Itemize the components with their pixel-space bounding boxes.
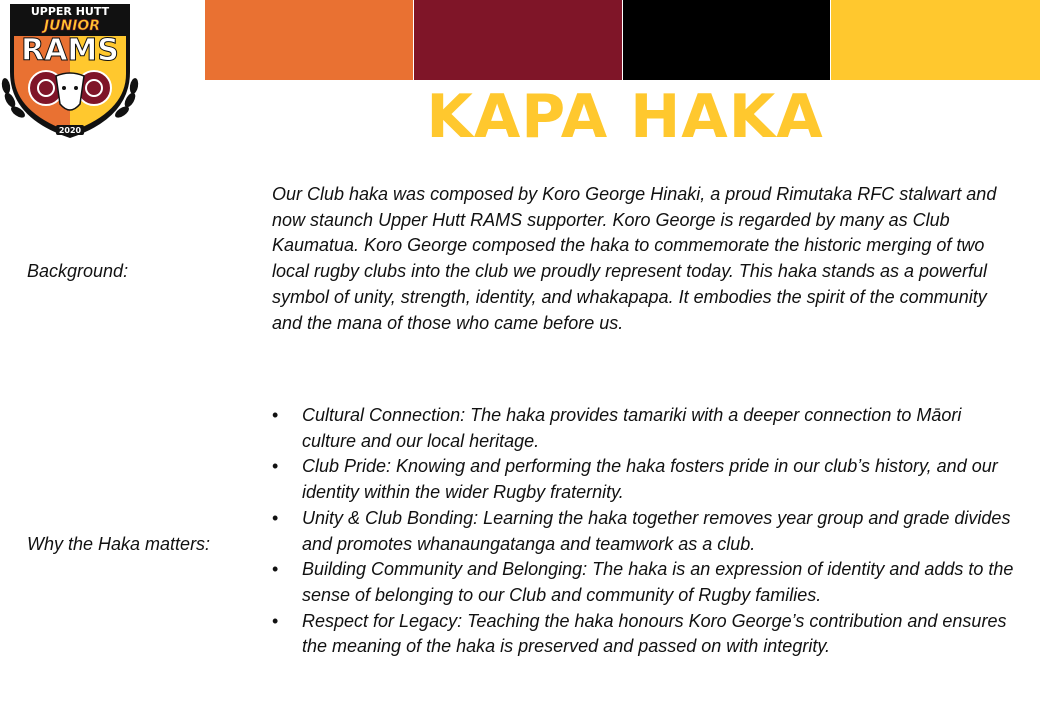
background-paragraph: Our Club haka was composed by Koro George Hinaki, a proud Rimutaka RFC stalwart and now staunch Upper Hutt RAMS supporter. Koro George is regarded by many as Club Kaumatua. Koro George composed the haka to commemorate the historic merging of two local rugby clubs into the club we proudly represent today. This haka stands as a powerful symbol of unity, strength, identity, and whakapapa. It embodies the spirit of the community and the mana of those who came before us. <box>272 184 997 333</box>
svg-text:UPPER HUTT: UPPER HUTT <box>30 5 110 18</box>
page-title: KAPA HAKA <box>426 82 824 152</box>
list-item: • Cultural Connection: The haka provides tamariki with a deeper connection to Māori culture and our local heritage. <box>272 405 962 451</box>
ram-head-icon <box>29 71 111 110</box>
bullet-icon: • <box>272 610 279 631</box>
background-label: Background: <box>27 261 129 281</box>
list-item: • Club Pride: Knowing and performing the haka fosters pride in our club’s history, and our identity within the wider Rugby fraternity. <box>272 456 998 503</box>
color-band-yellow <box>831 0 1040 80</box>
bullet-icon: • <box>272 456 279 477</box>
color-band-maroon <box>414 0 622 80</box>
bullet-icon: • <box>272 507 279 528</box>
club-logo <box>0 0 140 142</box>
why-haka-label: Why the Haka matters: <box>27 534 211 554</box>
svg-text:RAMS: RAMS <box>21 33 119 68</box>
color-band-black <box>623 0 830 80</box>
bullet-icon: • <box>272 405 279 425</box>
svg-text:2020: 2020 <box>58 126 82 135</box>
list-item: • Building Community and Belonging: The haka is an expression of identity and adds to the sense of belonging to our Club and community of Rugby families. <box>272 559 1014 605</box>
why-haka-list <box>272 403 1017 660</box>
list-item: • Unity & Club Bonding: Learning the haka together removes year group and grade divides and promotes whanaungatanga and teamwork as a club. <box>272 507 1011 554</box>
svg-text:JUNIOR: JUNIOR <box>43 18 101 34</box>
color-band-orange <box>205 0 413 80</box>
list-item: • Respect for Legacy: Teaching the haka honours Koro George’s contribution and ensures the meaning of the haka is preserved and passed on with integrity. <box>272 610 1007 657</box>
bullet-icon: • <box>272 559 279 580</box>
